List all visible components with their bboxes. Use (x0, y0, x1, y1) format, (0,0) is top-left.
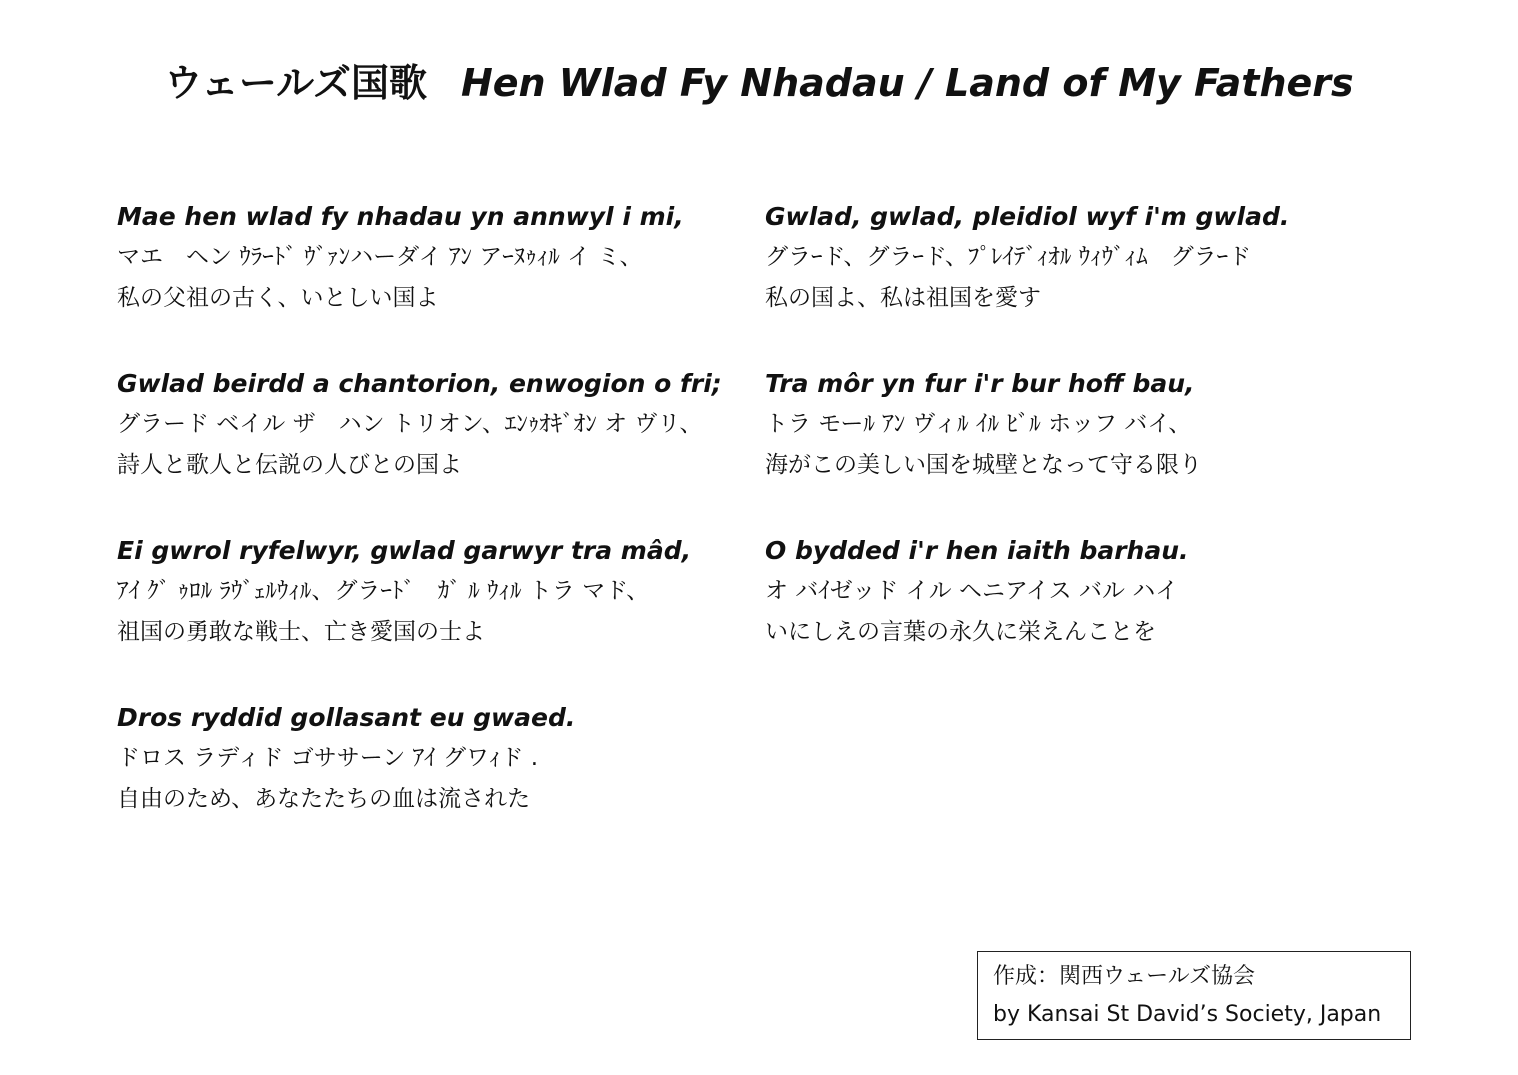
credit-english: by Kansai St David’s Society, Japan (993, 1002, 1382, 1027)
welsh-line: O bydded i'r hen iaith barhau. (765, 536, 1189, 565)
reading-line: マエ ヘン ｳﾗｰﾄﾞ ｳﾞｧﾝハーダイ ｱﾝ アｰﾇｩｨﾙ イ ミ、 (117, 244, 643, 270)
reading-line: グラード ベイル ザ ハン トリオン、ｴﾝｩｵｷﾞｵﾝ オ ヴリ、 (117, 411, 703, 437)
title-english: Hen Wlad Fy Nhadau / Land of My Fathers (460, 61, 1354, 105)
lyrics-right-column (765, 196, 1405, 697)
welsh-line: Gwlad, gwlad, pleidiol wyf i'm gwlad. (765, 202, 1290, 231)
verse-3 (117, 530, 737, 697)
welsh-line: Gwlad beirdd a chantorion, enwogion o fri; (117, 369, 722, 398)
credit-box (977, 951, 1411, 1040)
translation-line: 祖国の勇敢な戦士、亡き愛国の士よ (117, 619, 485, 645)
translation-line: 海がこの美しい国を城壁となって守る限り (765, 452, 1202, 478)
credit-japanese: 作成：関西ウェールズ協会 (993, 964, 1256, 989)
verse-4 (117, 697, 737, 864)
verse-6 (765, 363, 1405, 530)
page-title (0, 58, 1518, 108)
translation-line: 詩人と歌人と伝説の人びとの国よ (117, 452, 462, 478)
welsh-line: Ei gwrol ryfelwyr, gwlad garwyr tra mâd, (117, 536, 692, 565)
welsh-line: Dros ryddid gollasant eu gwaed. (117, 703, 576, 732)
verse-1 (117, 196, 737, 363)
title-japanese: ウェールズ国歌 (164, 61, 427, 105)
verse-2 (117, 363, 737, 530)
reading-line: トラ モーﾙ ｱﾝ ヴィﾙ ｲﾙ ﾋﾞﾙ ホッフ バイ、 (765, 411, 1192, 437)
translation-line: 自由のため、あなたたちの血は流された (117, 786, 531, 812)
lyrics-left-column (117, 196, 737, 864)
translation-line: 私の国よ、私は祖国を愛す (765, 285, 1041, 311)
welsh-line: Tra môr yn fur i'r bur hoff bau, (765, 369, 1195, 398)
translation-line: いにしえの言葉の永久に栄えんことを (765, 619, 1156, 645)
reading-line: ｱｲ ｸﾞ ｩﾛﾙ ﾗｳﾞｪﾙｳｨﾙ、グラｰﾄﾞ ｶﾞ ﾙ ｳｨﾙ トラ マド、 (117, 578, 650, 604)
reading-line: ドロス ラディド ゴササーン ｱｲ グワｨド . (117, 745, 539, 771)
reading-line: グラｰド、グラｰド、ﾌﾟﾚｲﾃﾞｨｵﾙ ｳｨｳﾞｨﾑ グラｰド (765, 244, 1252, 270)
verse-5 (765, 196, 1405, 363)
reading-line: オ バｲゼッド イル ヘニアイス バル ハイ (765, 578, 1179, 604)
welsh-line: Mae hen wlad fy nhadau yn annwyl i mi, (117, 202, 684, 231)
verse-7 (765, 530, 1405, 697)
translation-line: 私の父祖の古く、いとしい国よ (117, 285, 439, 311)
